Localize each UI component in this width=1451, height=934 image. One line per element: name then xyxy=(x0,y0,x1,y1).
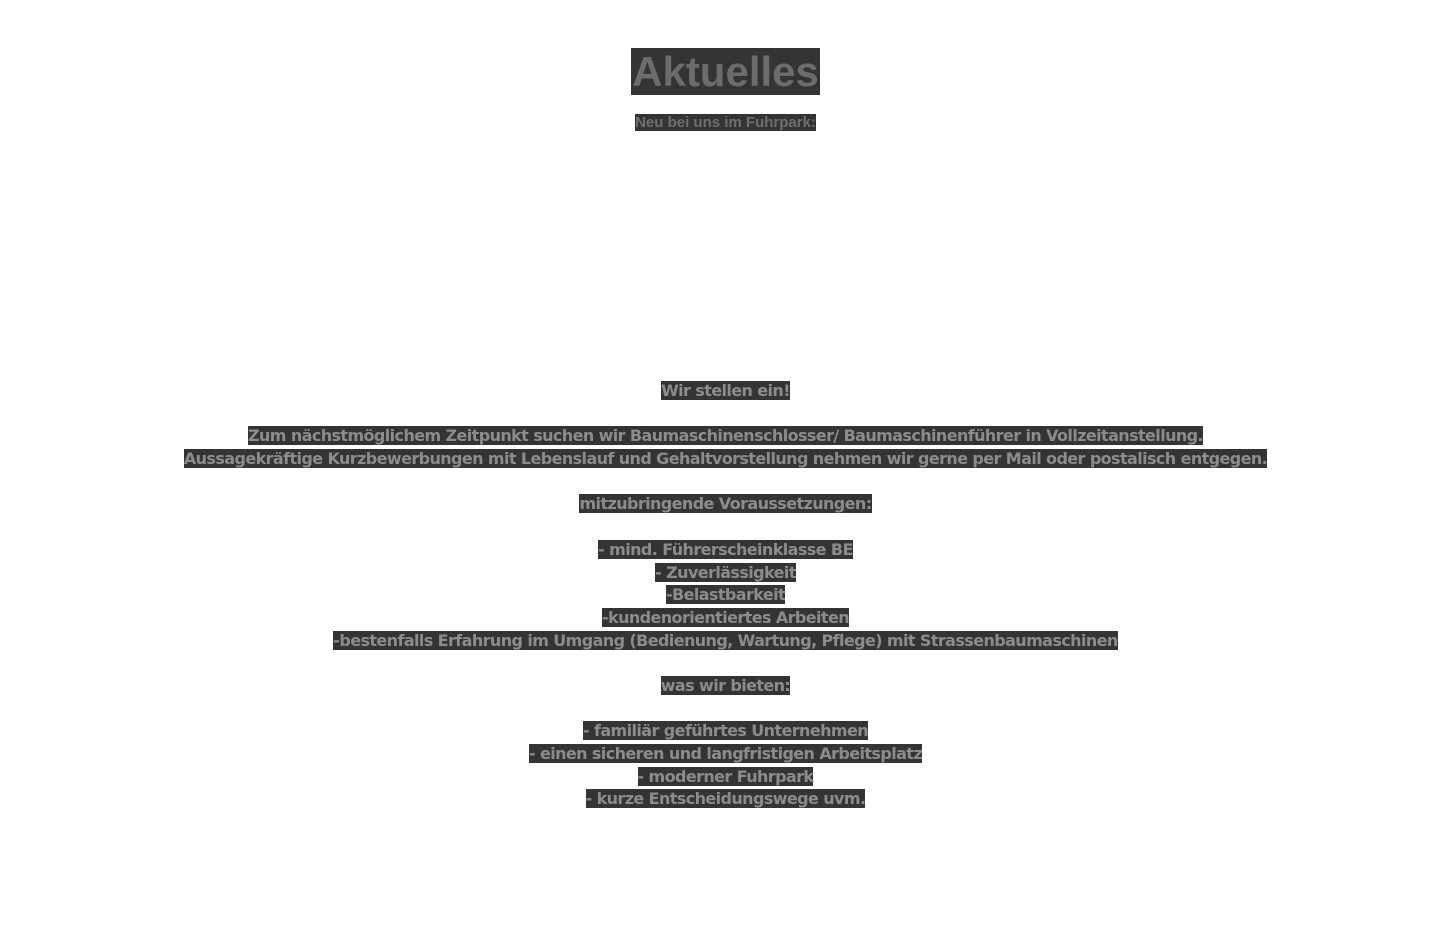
offer-text: - einen sicheren und langfristigen Arbeitsplatz xyxy=(528,744,923,763)
job-intro-line xyxy=(0,425,1451,448)
requirement-text: - Zuverlässigkeit xyxy=(655,562,796,582)
requirement-item xyxy=(0,539,1451,562)
requirement-item xyxy=(0,584,1451,607)
requirements-heading xyxy=(0,493,1451,516)
fleet-subtitle xyxy=(0,113,1451,133)
spacer xyxy=(0,471,1451,494)
job-intro-text: Aussagekräftige Kurzbewerbungen mit Lebenslauf und Gehaltvorstellung nehmen wir gerne per Mail oder postalisch entgegen. xyxy=(183,449,1268,469)
offer-item xyxy=(0,766,1451,789)
spacer xyxy=(0,516,1451,539)
offer-item xyxy=(0,720,1451,743)
requirement-text: -bestenfalls Erfahrung im Umgang (Bedienung, Wartung, Pflege) mit Strassenbaumaschinen xyxy=(333,630,1118,650)
fleet-subtitle-text: Neu bei uns im Fuhrpark: xyxy=(635,114,816,131)
offer-heading-text: was wir bieten: xyxy=(660,675,791,695)
spacer xyxy=(0,698,1451,721)
requirement-text: - mind. Führerscheinklasse BE xyxy=(598,539,853,559)
page-title xyxy=(0,48,1451,95)
requirement-item xyxy=(0,562,1451,585)
job-posting xyxy=(0,380,1451,811)
job-heading xyxy=(0,380,1451,403)
page-title-text: Aktuelles xyxy=(632,48,819,95)
job-intro-text: Zum nächstmöglichem Zeitpunkt suchen wir Baumaschinenschlosser/ Baumaschinenführer in Vollzeitanstellung. xyxy=(248,426,1203,446)
offer-item xyxy=(0,743,1451,766)
offer-heading xyxy=(0,675,1451,698)
spacer xyxy=(0,403,1451,426)
offer-text: - moderner Fuhrpark xyxy=(637,766,814,786)
requirements-heading-text: mitzubringende Voraussetzungen: xyxy=(579,494,872,514)
offer-text: - kurze Entscheidungswege uvm. xyxy=(585,789,866,809)
requirement-text: -kundenorientiertes Arbeiten xyxy=(602,607,849,627)
requirement-item xyxy=(0,607,1451,630)
spacer xyxy=(0,652,1451,675)
requirement-text: -Belastbarkeit xyxy=(665,585,786,605)
job-heading-text: Wir stellen ein! xyxy=(661,381,790,400)
job-intro-line xyxy=(0,448,1451,471)
offer-item xyxy=(0,788,1451,811)
offer-text: - familiär geführtes Unternehmen xyxy=(582,721,868,741)
requirement-item xyxy=(0,630,1451,653)
